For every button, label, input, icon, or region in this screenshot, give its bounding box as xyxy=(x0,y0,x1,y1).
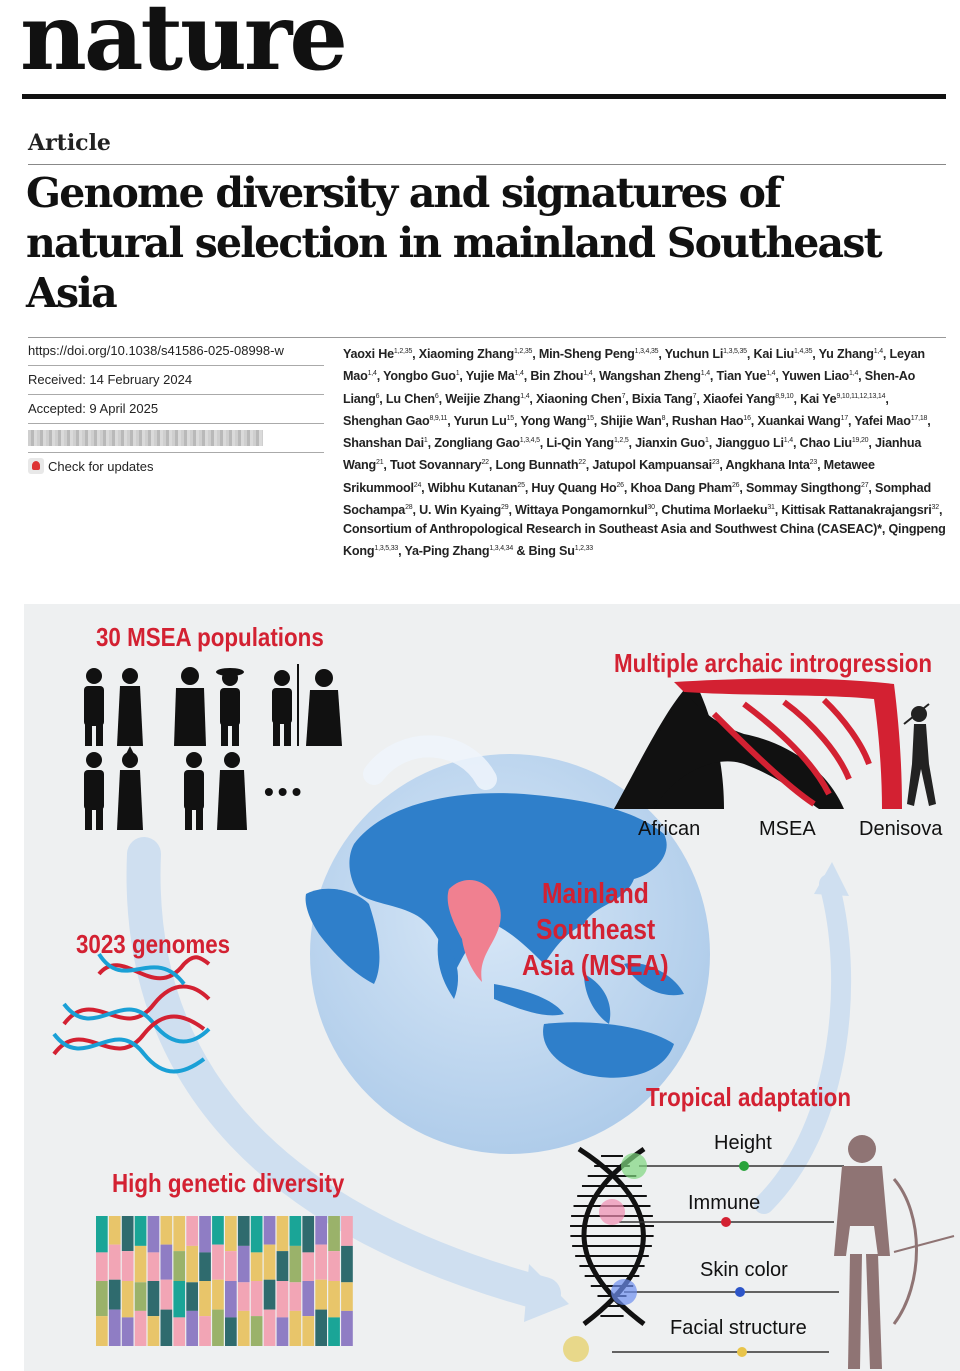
author-name: Ya-Ping Zhang xyxy=(404,544,490,559)
abstract-illustration xyxy=(24,604,960,1371)
author-name: Yongbo Guo xyxy=(383,369,456,384)
trait-height: Height xyxy=(714,1132,772,1154)
author-affiliation: 31 xyxy=(767,503,775,511)
ancestry-segment xyxy=(341,1282,353,1311)
author-affiliation: 19,20 xyxy=(851,437,869,445)
ancestry-segment xyxy=(186,1311,198,1346)
african-label: African xyxy=(638,818,701,840)
ancestry-segment xyxy=(109,1245,121,1280)
ancestry-segment xyxy=(315,1245,327,1280)
author-affiliation: 15 xyxy=(506,414,514,422)
author-name: Wangshan Zheng xyxy=(599,369,701,384)
author-affiliation: 1,2,5 xyxy=(613,437,629,445)
author-affiliation: 1,4 xyxy=(849,370,859,378)
ancestry-segment xyxy=(264,1280,276,1310)
ancestry-segment xyxy=(341,1246,353,1282)
ancestry-segment xyxy=(225,1251,237,1281)
author-affiliation: 29 xyxy=(501,503,509,511)
author-name: Leyan Mao xyxy=(343,347,925,384)
ancestry-segment xyxy=(135,1311,147,1346)
author-affiliation: 7 xyxy=(692,392,697,400)
author-name: Huy Quang Ho xyxy=(531,480,617,495)
author-name: Jatupol Kampuansai xyxy=(592,458,712,473)
ancestry-segment xyxy=(212,1310,224,1346)
ancestry-segment xyxy=(277,1251,289,1281)
ancestry-segment xyxy=(290,1311,302,1346)
author-affiliation: 1,3,4,35 xyxy=(634,348,659,355)
ancestry-segment xyxy=(135,1246,147,1282)
msea-map-label-line1: Mainland xyxy=(542,878,649,910)
trait-facial-structure: Facial structure xyxy=(670,1317,807,1339)
ancestry-segment xyxy=(173,1317,185,1346)
author-name: Lu Chen xyxy=(385,391,435,406)
skin-marker xyxy=(735,1287,745,1297)
author-affiliation: 1,4 xyxy=(367,370,377,378)
author-affiliation: 27 xyxy=(861,481,869,489)
ancestry-segment xyxy=(315,1280,327,1310)
ancestry-segment xyxy=(122,1216,134,1251)
author-name: Long Bunnath xyxy=(495,458,579,473)
genomes-label: 3023 genomes xyxy=(76,929,231,959)
author-affiliation: 1,4 xyxy=(583,370,593,378)
ancestry-segment xyxy=(238,1311,250,1346)
author-name: Xuankai Wang xyxy=(757,414,841,429)
msea-label: MSEA xyxy=(759,818,816,840)
author-affiliation: 1,3,4,5 xyxy=(519,437,540,445)
author-name: Shen-Ao Liang xyxy=(343,369,916,406)
author-name: Min-Sheng Peng xyxy=(538,347,635,362)
ancestry-segment xyxy=(290,1216,302,1246)
author-name: Sommay Singthong xyxy=(745,480,861,495)
author-affiliation: 1,3,4,34 xyxy=(489,545,514,553)
author-name: Yuwen Liao xyxy=(781,369,850,384)
author-affiliation: 1 xyxy=(705,437,709,445)
flow-arrow-right xyxy=(764,884,841,1204)
author-affiliation: 1,3,5,35 xyxy=(723,348,747,355)
author-affiliation: 17,18 xyxy=(910,414,928,422)
author-name: Yuchun Li xyxy=(664,347,724,362)
author-name: Xiaofei Yang xyxy=(702,391,776,406)
author-affiliation: 24 xyxy=(413,481,422,489)
ancestry-segment xyxy=(199,1316,211,1346)
author-affiliation: 1,4,35 xyxy=(794,348,813,355)
ancestry-segment xyxy=(173,1216,185,1251)
height-marker xyxy=(739,1161,749,1171)
ancestry-segment xyxy=(148,1252,160,1281)
populations-label: 30 MSEA populations xyxy=(96,622,324,652)
ancestry-segment xyxy=(109,1216,121,1245)
ancestry-segment xyxy=(251,1281,263,1316)
author-affiliation: 9,10,11,12,13,14 xyxy=(836,392,886,400)
author-name: Rushan Hao xyxy=(671,414,744,429)
ancestry-segment xyxy=(302,1216,314,1252)
ancestry-segment xyxy=(122,1317,134,1346)
more-populations-ellipsis: ••• xyxy=(264,776,306,807)
ancestry-segment xyxy=(264,1245,276,1280)
ancestry-segment xyxy=(328,1251,340,1281)
ancestry-segment xyxy=(148,1216,160,1252)
author-name: Kai Ye xyxy=(800,391,837,406)
author-affiliation: 30 xyxy=(647,503,655,511)
flow-arrowhead-up xyxy=(814,862,849,896)
author-list: Yaoxi He$^{1,2,35}$, Xiaoming Zhang$^{1,2,35}$, Min-Sheng Peng$^{1,3,4,35}$, Yuchun Li$^{1,3,5,35}$, Kai Liu$^{1,4,35}$, Yu Zhang$^{1,4}$, Leyan Mao$^{1,4}$, Yongbo Guo$^1$, Yujie Ma$^{1,4}$, Bin Zhou$^{1,4}$, Wangshan Zheng$^{1,4}$, Tian Yue$^{1,4}$, Yuwen Liao$^{1,4}$, Shen-Ao Liang$^6$, Lu Chen$^6$, Weijie Zhang$^{1,4}$, Xiaoning Chen$^7$, Bixia Tang$^7$, Xiaofei Yang$^{8,9,10}$, Kai Ye$^{9,10,11,12,13,14}$, Shenghan Gao$^{8,9,11}$, Yurun Lu$^{15}$, Yong Wang$^{15}$, Shijie Wan$^8$, Rushan Hao$^{16}$, Xuankai Wang$^{17}$, Yafei Mao$^{17,18}$, Shanshan Dai$^1$, Zongliang Gao$^{1,3,4,5}$, Li-Qin Yang$^{1,2,5}$, Jianxin Guo$^1$, Jiangguo Li$^{1,4}$, Chao Liu$^{19,20}$, Jianhua Wang$^{21}$, Tuot Sovannary$^{22}$, Long Bunnath$^{22}$, Jatupol Kampuansai$^{23}$, Angkhana Inta$^{23}$, Metawee Srikummool$^{24}$, Wibhu Kutanan$^{25}$, Huy Quang Ho$^{26}$, Khoa Dang Pham$^{26}$, Sommay Singthong$^{27}$, Somphad Sochampa$^{28}$, U. Win Kyaing$^{29}$, Wittaya Pongamornkul$^{30}$, Chutima Morlaeku$^{31}$, Kittisak Rattanakrajangsri$^{32}$, Consortium of Anthropological Research in Southeast Asia and Southwest China (CASEAC)*, Qingpeng Kong$^{1,3,5,33}$, Ya-Ping Zhang$^{1,3,4,34}$ & Bing Su$^{1,2,33}$ xyxy=(343,347,946,559)
ancestry-segment xyxy=(328,1317,340,1346)
author-affiliation: 1,2,35 xyxy=(513,348,533,355)
author-name: Weijie Zhang xyxy=(445,391,521,406)
archaic-human-icon xyxy=(904,704,936,806)
author-name: Bing Su xyxy=(528,544,575,559)
introgression-label: Multiple archaic introgression xyxy=(614,648,933,678)
author-name: U. Win Kyaing xyxy=(419,503,502,518)
author-name: Shanshan Dai xyxy=(343,436,424,451)
doi-link[interactable]: https://doi.org/10.1038/s41586-025-08998-w xyxy=(28,343,284,358)
ancestry-segment xyxy=(212,1245,224,1280)
author-name: Tian Yue xyxy=(716,369,767,384)
author-name: Xiaoming Zhang xyxy=(418,347,514,362)
diversity-label: High genetic diversity xyxy=(112,1168,345,1198)
author-affiliation: 1,4 xyxy=(873,348,883,355)
author-name: Angkhana Inta xyxy=(725,458,810,473)
author-name: Qingpeng Kong xyxy=(343,522,946,559)
trait-skin-color: Skin color xyxy=(700,1259,788,1281)
redacted-field xyxy=(28,430,263,446)
face-marker xyxy=(737,1347,747,1357)
immune-marker xyxy=(721,1217,731,1227)
author-name: Zongliang Gao xyxy=(434,436,520,451)
ancestry-segment xyxy=(302,1281,314,1316)
ancestry-segment xyxy=(251,1252,263,1281)
ancestry-segment xyxy=(251,1316,263,1346)
ancestry-segment xyxy=(328,1216,340,1251)
author-name: Yu Zhang xyxy=(818,347,874,362)
author-affiliation: 22 xyxy=(578,459,586,467)
ancestry-segment xyxy=(135,1216,147,1246)
ancestry-segment xyxy=(238,1216,250,1246)
author-name: Jiangguo Li xyxy=(715,436,784,451)
ancestry-segment xyxy=(186,1282,198,1311)
author-name: Bin Zhou xyxy=(530,369,584,384)
ancestry-segment xyxy=(96,1216,108,1252)
author-name: Yong Wang xyxy=(520,414,587,429)
trait-immune: Immune xyxy=(688,1192,761,1214)
ancestry-segment xyxy=(277,1281,289,1317)
author-affiliation: 1 xyxy=(423,437,428,445)
author-name: Kittisak Rattanakrajangsri xyxy=(781,503,932,518)
ancestry-segment xyxy=(341,1311,353,1346)
tropical-human-figure xyxy=(834,1135,890,1369)
author-affiliation: 1,4 xyxy=(700,370,710,378)
author-name: Kai Liu xyxy=(753,347,795,362)
author-name: Shenghan Gao xyxy=(343,414,430,429)
ancestry-segment xyxy=(264,1216,276,1245)
ancestry-segment xyxy=(199,1216,211,1252)
face-glow xyxy=(563,1336,589,1362)
ancestry-segment xyxy=(212,1280,224,1310)
author-affiliation: 26 xyxy=(616,481,624,489)
ancestry-segment xyxy=(161,1216,173,1245)
ancestry-segment xyxy=(96,1252,108,1281)
meta-rule xyxy=(28,337,946,338)
ancestry-segment xyxy=(173,1251,185,1281)
author-affiliation: 1,2,35 xyxy=(393,348,413,355)
author-affiliation: 1 xyxy=(455,370,460,378)
author-name: Chutima Morlaeku xyxy=(661,503,768,518)
author-name: Xiaoning Chen xyxy=(536,391,622,406)
author-affiliation: 6 xyxy=(375,392,380,400)
ancestry-segment xyxy=(302,1316,314,1346)
author-name: Jianhua Wang xyxy=(343,436,922,473)
ancestry-segment xyxy=(225,1216,237,1251)
ancestry-segment xyxy=(161,1280,173,1310)
author-affiliation: 1,4 xyxy=(783,437,793,445)
author-name: Li-Qin Yang xyxy=(546,436,614,451)
article-title: Genome diversity and signatures of natural selection in mainland Southeast Asia xyxy=(26,169,881,317)
ancestry-segment xyxy=(315,1216,327,1245)
author-affiliation: 28 xyxy=(405,503,413,511)
ancestry-segment xyxy=(122,1251,134,1281)
author-name: Wittaya Pongamornkul xyxy=(515,503,648,518)
ancestry-segment xyxy=(96,1281,108,1316)
ancestry-segment xyxy=(290,1246,302,1282)
author-name: Yujie Ma xyxy=(465,369,515,384)
ancestry-segment xyxy=(199,1252,211,1281)
title-rule xyxy=(28,164,946,165)
ancestry-segment xyxy=(315,1310,327,1346)
flow-arrowhead xyxy=(524,1264,569,1322)
author-affiliation: 15 xyxy=(586,414,594,422)
author-name: Khoa Dang Pham xyxy=(630,480,732,495)
author-affiliation: 8 xyxy=(661,414,666,422)
author-affiliation: 6 xyxy=(434,392,439,400)
author-name: Yaoxi He xyxy=(343,347,394,362)
author-affiliation: 22 xyxy=(481,459,489,467)
author-name: Metawee Srikummool xyxy=(343,458,875,495)
author-name: Chao Liu xyxy=(799,436,852,451)
ancestry-segment xyxy=(328,1281,340,1317)
ancestry-segment xyxy=(161,1245,173,1280)
author-name: Shijie Wan xyxy=(600,414,662,429)
ancestry-segment xyxy=(122,1281,134,1317)
author-affiliation: 1,3,5,33 xyxy=(374,545,399,553)
author-affiliation: 21 xyxy=(376,459,384,467)
author-affiliation: 8,9,10 xyxy=(775,392,794,400)
check-updates-label: Check for updates xyxy=(48,458,154,474)
author-name: Yafei Mao xyxy=(854,414,911,429)
author-name: Bixia Tang xyxy=(631,391,693,406)
ancestry-segment xyxy=(109,1280,121,1310)
height-glow xyxy=(621,1153,647,1179)
ancestry-segment xyxy=(341,1216,353,1246)
immune-glow xyxy=(599,1199,625,1225)
author-name: Yurun Lu xyxy=(453,414,507,429)
author-affiliation: 17 xyxy=(840,414,849,422)
author-affiliation: 1,4 xyxy=(514,370,524,378)
ancestry-bar-chart xyxy=(96,1216,353,1346)
ancestry-segment xyxy=(173,1281,185,1317)
ancestry-segment xyxy=(96,1316,108,1346)
ancestry-segment xyxy=(302,1252,314,1281)
ancestry-segment xyxy=(277,1216,289,1251)
ancestry-segment xyxy=(148,1281,160,1316)
author-name: Tuot Sovannary xyxy=(390,458,482,473)
author-affiliation: 23 xyxy=(711,459,720,467)
author-affiliation: 26 xyxy=(731,481,740,489)
ancestry-segment xyxy=(238,1282,250,1311)
author-name: Somphad Sochampa xyxy=(343,480,931,518)
ancestry-segment xyxy=(238,1246,250,1282)
header-rule xyxy=(22,94,946,99)
received-date: Received: 14 February 2024 xyxy=(28,372,193,387)
denisova-label: Denisova xyxy=(859,818,943,840)
author-affiliation: 16 xyxy=(743,414,751,422)
author-affiliation: 1,4 xyxy=(520,392,530,400)
author-affiliation: 1,2,33 xyxy=(574,545,593,553)
ancestry-segment xyxy=(161,1310,173,1346)
msea-map-label-line2: Southeast xyxy=(536,914,656,946)
article-type: Article xyxy=(28,130,111,156)
ancestry-segment xyxy=(225,1317,237,1346)
author-affiliation: 1,4 xyxy=(766,370,776,378)
author-affiliation: 32 xyxy=(931,503,939,511)
ancestry-segment xyxy=(148,1316,160,1346)
ancestry-segment xyxy=(212,1216,224,1245)
ancestry-segment xyxy=(135,1282,147,1311)
author-name: Consortium of Anthropological Research in Southeast Asia and Southwest China (CASEAC)* xyxy=(343,522,882,537)
author-affiliation: 23 xyxy=(809,459,818,467)
check-for-updates-link[interactable] xyxy=(28,458,154,474)
graphical-abstract xyxy=(24,604,960,1371)
ancestry-segment xyxy=(264,1310,276,1346)
author-affiliation: 7 xyxy=(621,392,626,400)
author-affiliation: 25 xyxy=(517,481,525,489)
author-name: Wibhu Kutanan xyxy=(427,480,518,495)
ancestry-segment xyxy=(277,1317,289,1346)
ancestry-segment xyxy=(290,1282,302,1311)
ancestry-segment xyxy=(186,1246,198,1282)
msea-map-label-line3: Asia (MSEA) xyxy=(522,950,669,982)
ancestry-segment xyxy=(251,1216,263,1252)
tropical-label: Tropical adaptation xyxy=(646,1082,852,1112)
skin-glow xyxy=(611,1279,637,1305)
ancestry-segment xyxy=(199,1281,211,1316)
author-name: Jianxin Guo xyxy=(635,436,706,451)
crossmark-icon xyxy=(28,458,44,474)
accepted-date: Accepted: 9 April 2025 xyxy=(28,401,159,416)
journal-name: nature xyxy=(20,0,345,91)
author-affiliation: 8,9,11 xyxy=(429,414,448,422)
ancestry-segment xyxy=(109,1310,121,1346)
ancestry-segment xyxy=(186,1216,198,1246)
ancestry-segment xyxy=(225,1281,237,1317)
